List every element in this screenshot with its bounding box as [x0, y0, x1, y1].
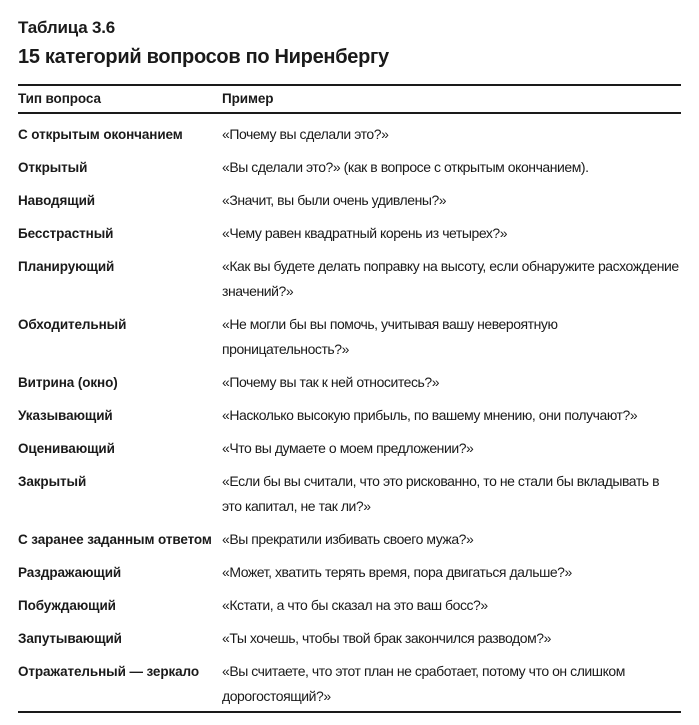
table-row	[18, 626, 681, 651]
table-row	[18, 312, 681, 362]
example-cell: «Насколько высокую прибыль, по вашему мнению, они получают?»	[222, 407, 638, 423]
example-cell: «Значит, вы были очень удивлены?»	[222, 192, 447, 208]
table-row	[18, 370, 681, 395]
table-row	[18, 436, 681, 461]
question-type-cell: Запутывающий	[18, 631, 122, 646]
question-type-cell: Отражательный — зеркало	[18, 664, 199, 679]
question-type-cell: Планирующий	[18, 259, 115, 274]
question-type-cell: С открытым окончанием	[18, 127, 183, 142]
example-cell: «Кстати, а что бы сказал на это ваш босс?»	[222, 597, 488, 613]
questions-table	[18, 84, 681, 713]
table-caption-title: 15 категорий вопросов по Ниренбергу	[18, 46, 389, 68]
question-type-cell: Оценивающий	[18, 441, 115, 456]
table-row	[18, 560, 681, 585]
example-cell: «Вы прекратили избивать своего мужа?»	[222, 531, 474, 547]
table-row	[18, 155, 681, 180]
table-row	[18, 254, 681, 304]
table-row	[18, 659, 681, 709]
example-cell: «Почему вы так к ней относитесь?»	[222, 374, 440, 390]
table-row	[18, 221, 681, 246]
table-row	[18, 403, 681, 428]
example-cell: «Не могли бы вы помочь, учитывая вашу невероятную проницательность?»	[222, 316, 558, 357]
table-row	[18, 122, 681, 147]
question-type-cell: Закрытый	[18, 474, 87, 489]
question-type-cell: Указывающий	[18, 408, 113, 423]
question-type-cell: Наводящий	[18, 193, 95, 208]
example-cell: «Если бы вы считали, что это рискованно, то не стали бы вкладывать в это капитал, не так ли?»	[222, 473, 660, 514]
example-cell: «Как вы будете делать поправку на высоту, если обнаружите расхождение значений?»	[222, 258, 679, 299]
question-type-cell: Витрина (окно)	[18, 375, 118, 390]
question-type-cell: С заранее заданным ответом	[18, 532, 212, 547]
example-cell: «Может, хватить терять время, пора двигаться дальше?»	[222, 564, 572, 580]
column-header-question-type: Тип вопроса	[18, 91, 101, 106]
question-type-cell: Побуждающий	[18, 598, 116, 613]
table-row	[18, 188, 681, 213]
table-row	[18, 469, 681, 519]
question-type-cell: Бесстрастный	[18, 226, 114, 241]
table-caption-number: Таблица 3.6	[18, 18, 116, 37]
example-cell: «Что вы думаете о моем предложении?»	[222, 440, 474, 456]
table-row	[18, 527, 681, 552]
question-type-cell: Открытый	[18, 160, 88, 175]
example-cell: «Чему равен квадратный корень из четырех?»	[222, 225, 508, 241]
example-cell: «Вы сделали это?» (как в вопросе с открытым окончанием).	[222, 159, 589, 175]
example-cell: «Почему вы сделали это?»	[222, 126, 389, 142]
table-header-row	[18, 84, 681, 114]
table-body	[18, 114, 681, 709]
example-cell: «Ты хочешь, чтобы твой брак закончился разводом?»	[222, 630, 551, 646]
table-row	[18, 593, 681, 618]
question-type-cell: Раздражающий	[18, 565, 122, 580]
table-bottom-rule	[18, 711, 681, 713]
example-cell: «Вы считаете, что этот план не сработает, потому что он слишком дорогостоящий?»	[222, 663, 625, 704]
column-header-example: Пример	[222, 91, 274, 106]
table-caption	[18, 18, 681, 69]
question-type-cell: Обходительный	[18, 317, 127, 332]
